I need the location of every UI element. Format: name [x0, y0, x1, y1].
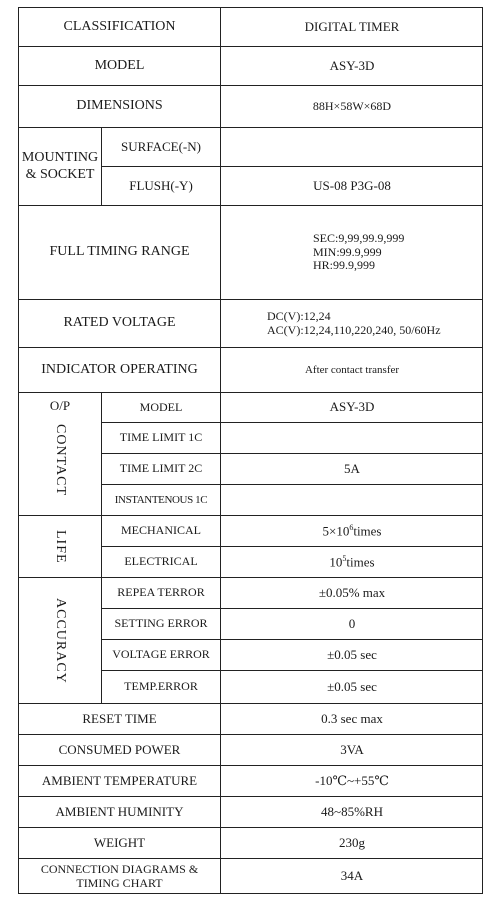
mounting-label: [18, 127, 101, 205]
timing-range-label: [18, 205, 220, 299]
op-model-label-text: MODEL: [139, 399, 183, 414]
connection-label-line2: TIMING CHART: [76, 875, 163, 890]
rated-voltage-ac: AC(V):12,24,110,220,240, 50/60Hz: [267, 322, 441, 337]
op-model-label: [101, 392, 220, 422]
mounting-label-stack: [22, 150, 98, 182]
consumed-power-value-text: 3VA: [340, 741, 364, 757]
indicator-value: [220, 347, 483, 392]
rated-voltage-value: [220, 299, 483, 347]
ambient-temperature-label: [18, 765, 220, 796]
accuracy-label: ACCURACY: [53, 597, 69, 684]
temp-error-label: [101, 670, 220, 703]
mounting-label-line2: & SOCKET: [25, 166, 95, 182]
dimensions-value-text: 88H×58W×68D: [312, 98, 392, 113]
model-value: [220, 46, 483, 85]
electrical-base: 10: [329, 554, 343, 570]
connection-value-text: 34A: [340, 868, 364, 884]
temp-error-label-text: TEMP.ERROR: [124, 679, 198, 694]
voltage-error-label: [101, 639, 220, 670]
electrical-label-text: ELECTRICAL: [124, 554, 198, 569]
temp-error-value-text: ±0.05 sec: [327, 678, 377, 694]
op-model-value: [220, 392, 483, 422]
model-label: [18, 46, 220, 85]
classification-value: [220, 7, 483, 46]
mechanical-value-text: [322, 523, 381, 539]
op-contact-group-label: [18, 392, 101, 515]
ambient-temperature-value: [220, 765, 483, 796]
instantaneous-label-text: INSTANTENOUS 1C: [114, 493, 208, 506]
surface-value: [220, 127, 483, 166]
spec-table: [18, 7, 483, 894]
setting-error-label-text: SETTING ERROR: [114, 616, 208, 631]
weight-value: [220, 827, 483, 858]
connection-label-stack: [41, 863, 198, 891]
reset-time-label: [18, 703, 220, 734]
ambient-humidity-value-text: 48~85%RH: [321, 803, 383, 819]
mechanical-label-text: MECHANICAL: [121, 523, 201, 538]
model-value-text: ASY-3D: [329, 57, 375, 73]
limit2c-label: [101, 453, 220, 484]
limit1c-label-text: TIME LIMIT 1C: [119, 430, 203, 445]
electrical-value: [220, 546, 483, 577]
rated-voltage-label: [18, 299, 220, 347]
voltage-error-label-text: VOLTAGE ERROR: [112, 647, 210, 662]
consumed-power-label: [18, 734, 220, 765]
repeat-error-value-text: ±0.05% max: [318, 584, 386, 600]
mechanical-label: [101, 515, 220, 546]
repeat-error-label-text: REPEA TERROR: [117, 585, 205, 600]
limit2c-value-text: 5A: [344, 460, 360, 476]
accuracy-group-label: [18, 577, 101, 703]
ambient-temperature-label-text: AMBIENT TEMPERATURE: [41, 772, 198, 788]
ambient-temperature-value-text: -10℃~+55℃: [315, 772, 389, 788]
timing-range-label-text: FULL TIMING RANGE: [49, 244, 190, 260]
life-label: LIFE: [53, 529, 69, 564]
dimensions-value: [220, 85, 483, 127]
flush-value: [220, 166, 483, 205]
limit1c-label: [101, 422, 220, 453]
instantaneous-label: [101, 484, 220, 515]
ambient-humidity-label: [18, 796, 220, 827]
timing-range-value: [220, 205, 483, 299]
mechanical-unit: times: [353, 523, 382, 539]
instantaneous-value: [220, 484, 483, 515]
dimensions-label-text: DIMENSIONS: [76, 98, 163, 114]
connection-label: [18, 858, 220, 894]
limit2c-label-text: TIME LIMIT 2C: [119, 461, 203, 476]
reset-time-label-text: RESET TIME: [82, 710, 157, 726]
electrical-exponent: 5: [342, 553, 347, 563]
classification-label-text: CLASSIFICATION: [63, 18, 176, 34]
setting-error-label: [101, 608, 220, 639]
limit1c-value: [220, 422, 483, 453]
indicator-value-text: After contact transfer: [304, 363, 400, 376]
repeat-error-value: [220, 577, 483, 608]
classification-value-text: DIGITAL TIMER: [304, 18, 400, 34]
op-contact-stack: [50, 393, 70, 496]
weight-label: [18, 827, 220, 858]
weight-value-text: 230g: [339, 834, 365, 850]
mechanical-exponent: 6: [349, 522, 354, 532]
timing-range-hr: HR:99.9,999: [313, 258, 376, 273]
setting-error-value: [220, 608, 483, 639]
timing-range-min: MIN:99.9,999: [313, 244, 382, 259]
connection-label-line1: CONNECTION DIAGRAMS &: [40, 861, 199, 876]
electrical-label: [101, 546, 220, 577]
electrical-unit: times: [346, 554, 375, 570]
flush-value-text: US-08 P3G-08: [313, 177, 391, 193]
mechanical-value: [220, 515, 483, 546]
surface-label-text: SURFACE(-N): [121, 138, 201, 154]
dimensions-label: [18, 85, 220, 127]
electrical-value-text: [329, 554, 374, 570]
rated-voltage-dc: DC(V):12,24: [267, 308, 331, 323]
weight-label-text: WEIGHT: [93, 834, 146, 850]
op-label: O/P: [49, 398, 71, 413]
mounting-label-line1: MOUNTING: [21, 150, 99, 166]
model-label-text: MODEL: [94, 57, 145, 73]
connection-value: [220, 858, 483, 894]
flush-label: [101, 166, 220, 205]
voltage-error-value-text: ±0.05 sec: [327, 646, 377, 662]
repeat-error-label: [101, 577, 220, 608]
contact-label: CONTACT: [53, 423, 69, 496]
indicator-label: [18, 347, 220, 392]
op-model-value-text: ASY-3D: [329, 399, 375, 415]
limit2c-value: [220, 453, 483, 484]
reset-time-value-text: 0.3 sec max: [321, 710, 383, 726]
flush-label-text: FLUSH(-Y): [129, 177, 193, 193]
consumed-power-label-text: CONSUMED POWER: [58, 741, 181, 757]
temp-error-value: [220, 670, 483, 703]
classification-label: [18, 7, 220, 46]
life-group-label: [18, 515, 101, 577]
surface-label: [101, 127, 220, 166]
ambient-humidity-value: [220, 796, 483, 827]
mechanical-base: 5×10: [322, 523, 350, 539]
setting-error-value-text: 0: [348, 615, 356, 631]
ambient-humidity-label-text: AMBIENT HUMINITY: [55, 803, 184, 819]
indicator-label-text: INDICATOR OPERATING: [41, 361, 198, 377]
rated-voltage-label-text: RATED VOLTAGE: [63, 315, 176, 331]
voltage-error-value: [220, 639, 483, 670]
consumed-power-value: [220, 734, 483, 765]
reset-time-value: [220, 703, 483, 734]
timing-range-sec: SEC:9,99,99.9,999: [313, 230, 405, 245]
